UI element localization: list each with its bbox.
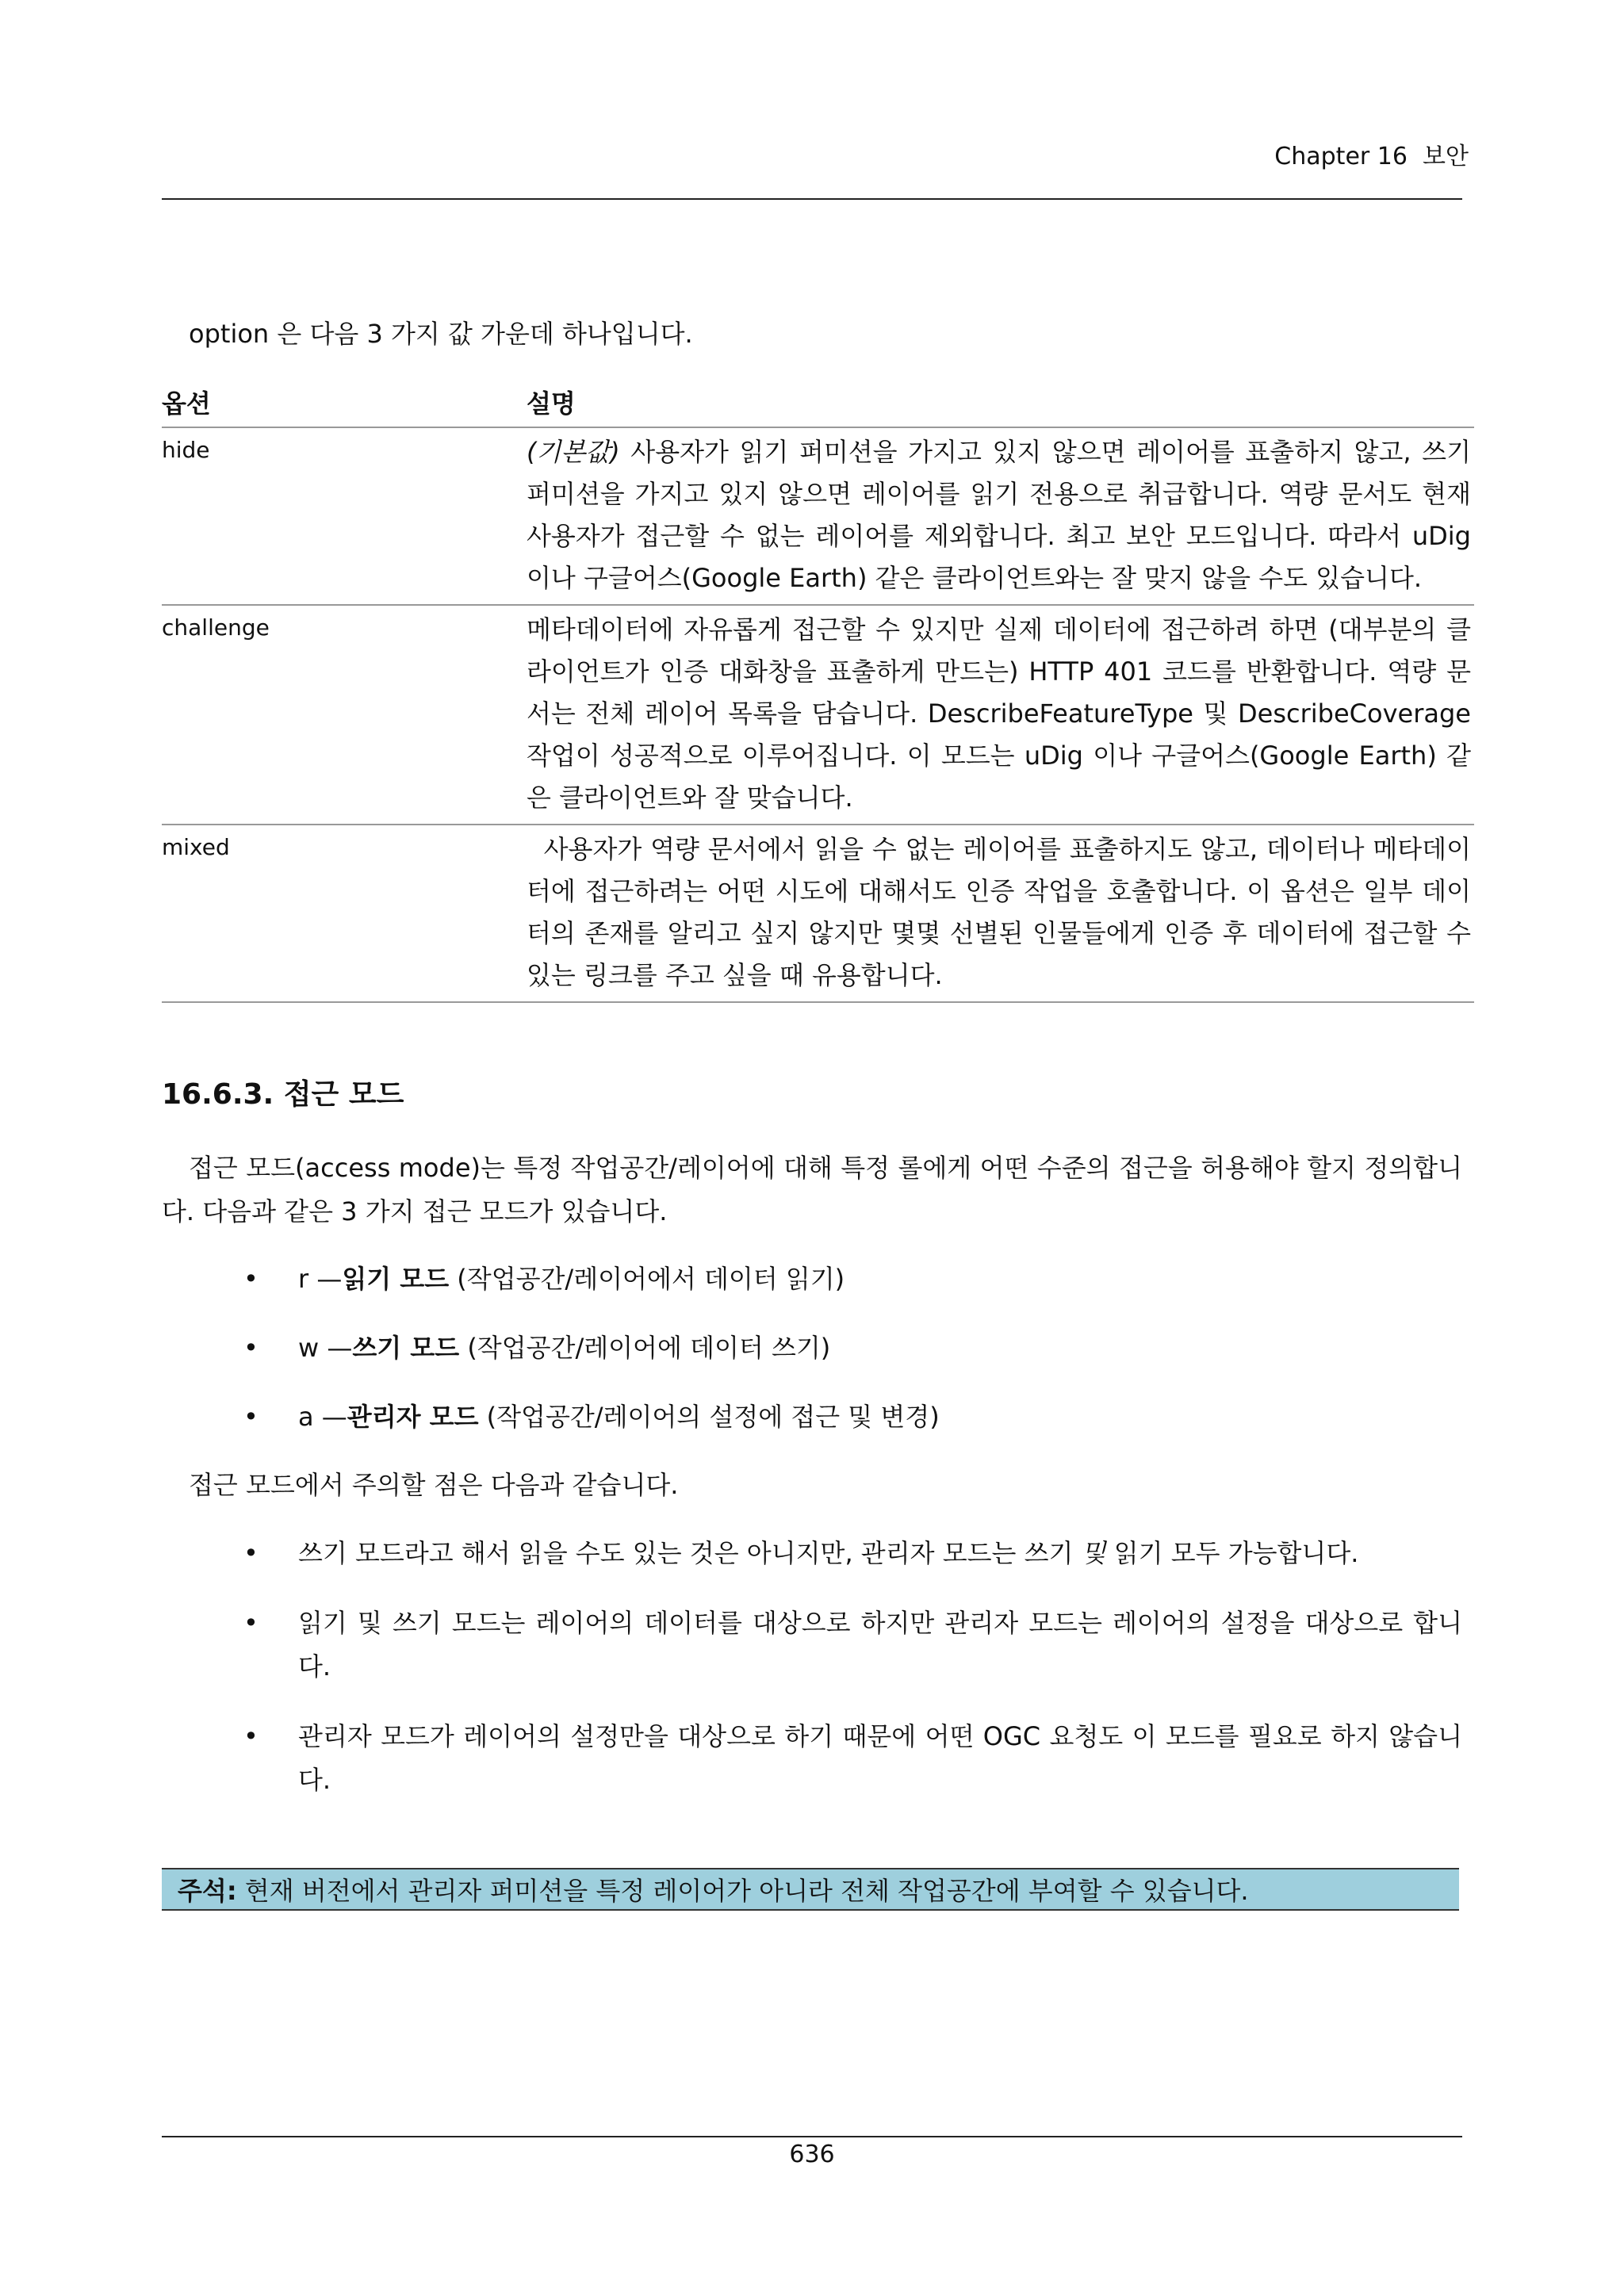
table-row (162, 605, 1474, 825)
table-header-row (162, 377, 1474, 427)
table-row (162, 825, 1474, 1002)
header-rule (162, 198, 1462, 200)
mode-prefix: r — (298, 1264, 343, 1294)
bullet-icon: • (243, 1721, 259, 1751)
paragraph-access-mode: 접근 모드(access mode)는 특정 작업공간/레이어에 대해 특정 롤에게 어떤 수준의 접근을 허용해야 할지 정의합니다. 다음과 같은 3 가지 접근 모드가 있습니다. (162, 1153, 1462, 1226)
section-number: 16.6.3. (162, 1078, 274, 1111)
bullet-icon: • (243, 1402, 259, 1432)
bullet-icon: • (243, 1608, 259, 1638)
header-chapter: Chapter 16 (1274, 143, 1408, 170)
mode-name: 쓰기 모드 (352, 1333, 460, 1363)
description-text: 사용자가 역량 문서에서 읽을 수 없는 레이어를 표출하지도 않고, 데이터나 메타데이터에 접근하려는 어떤 시도에 대해서도 인증 작업을 호출합니다. 이 옵션은 일부 데이터의 존재를 알리고 싶지 않지만 몇몇 선별된 인물들에게 인증 후 데이터에 접근할 수 있는 링크를 주고 싶을 때 유용합니다. (527, 834, 1471, 990)
note-label: 주석: (178, 1876, 237, 1906)
note-text: 읽기 및 쓰기 모드는 레이어의 데이터를 대상으로 하지만 관리자 모드는 레이어의 설정을 대상으로 합니다. (298, 1608, 1462, 1682)
description-cell (527, 825, 1474, 1002)
note-text: 쓰기 모드라고 해서 읽을 수도 있는 것은 아니지만, 관리자 모드는 쓰기 (298, 1538, 1082, 1568)
mode-prefix: a — (298, 1402, 347, 1432)
note-emphasis: 및 (1081, 1538, 1106, 1568)
intro-text: option 은 다음 3 가지 값 가운데 하나입니다. (189, 319, 693, 349)
description-cell (527, 427, 1474, 605)
mode-name: 관리자 모드 (347, 1402, 479, 1432)
mode-prefix: w — (298, 1333, 353, 1363)
notes-list (162, 1532, 1462, 1828)
section-title: 접근 모드 (283, 1078, 404, 1111)
list-item (162, 1601, 1462, 1689)
list-item (162, 1395, 1462, 1439)
access-mode-list (162, 1257, 1462, 1464)
note-text: 관리자 모드가 레이어의 설정만을 대상으로 하기 때문에 어떤 OGC 요청도 이 모드를 필요로 하지 않습니다. (298, 1721, 1462, 1795)
column-header-description: 설명 (527, 377, 1474, 427)
options-table (162, 377, 1474, 1003)
page-number: 636 (789, 2141, 835, 2168)
mode-name: 읽기 모드 (342, 1264, 450, 1294)
list-item (162, 1257, 1462, 1301)
note-box-text: 현재 버전에서 관리자 퍼미션을 특정 레이어가 아니라 전체 작업공간에 부여할 수 있습니다. (236, 1876, 1249, 1906)
description-cell: 메타데이터에 자유롭게 접근할 수 있지만 실제 데이터에 접근하려 하면 (대부분의 클라이언트가 인증 대화창을 표출하게 만드는) HTTP 401 코드를 반환합니다. 역량 문서는 전체 레이어 목록을 담습니다. DescribeFeatureType 및 DescribeCoverage 작업이 성공적으로 이루어집니다. 이 모드는 uDig 이나 구글어스(Google Earth) 같은 클라이언트와 잘 맞습니다. (527, 605, 1474, 825)
list-item (162, 1715, 1462, 1802)
note-box (162, 1868, 1459, 1911)
description-text: 사용자가 읽기 퍼미션을 가지고 있지 않으면 레이어를 표출하지 않고, 쓰기 퍼미션을 가지고 있지 않으면 레이어를 읽기 전용으로 취급합니다. 역량 문서도 현재 사용자가 접근할 수 없는 레이어를 제외합니다. 최고 보안 모드입니다. 따라서 uDig 이나 구글어스(Google Earth) 같은 클라이언트와는 잘 맞지 않을 수도 있습니다. (527, 437, 1471, 593)
mode-desc: (작업공간/레이어에 데이터 쓰기) (459, 1333, 831, 1363)
default-marker: (기본값) (527, 437, 620, 467)
running-header (1274, 136, 1469, 171)
bullet-icon: • (243, 1264, 259, 1294)
bullet-icon: • (243, 1333, 259, 1363)
note-text-end: 읽기 모두 가능합니다. (1105, 1538, 1359, 1568)
mode-desc: (작업공간/레이어의 설정에 접근 및 변경) (478, 1402, 940, 1432)
header-title: 보안 (1423, 143, 1469, 170)
mode-desc: (작업공간/레이어에서 데이터 읽기) (449, 1264, 845, 1294)
option-cell: hide (162, 427, 527, 605)
footer-rule (162, 2136, 1462, 2137)
option-cell: mixed (162, 825, 527, 1002)
column-header-option: 옵션 (162, 377, 527, 427)
section-heading (162, 1072, 404, 1112)
option-cell: challenge (162, 605, 527, 825)
table-row (162, 427, 1474, 605)
paragraph-notes-intro: 접근 모드에서 주의할 점은 다음과 같습니다. (189, 1470, 679, 1500)
list-item (162, 1326, 1462, 1370)
list-item (162, 1532, 1462, 1575)
bullet-icon: • (243, 1538, 259, 1568)
